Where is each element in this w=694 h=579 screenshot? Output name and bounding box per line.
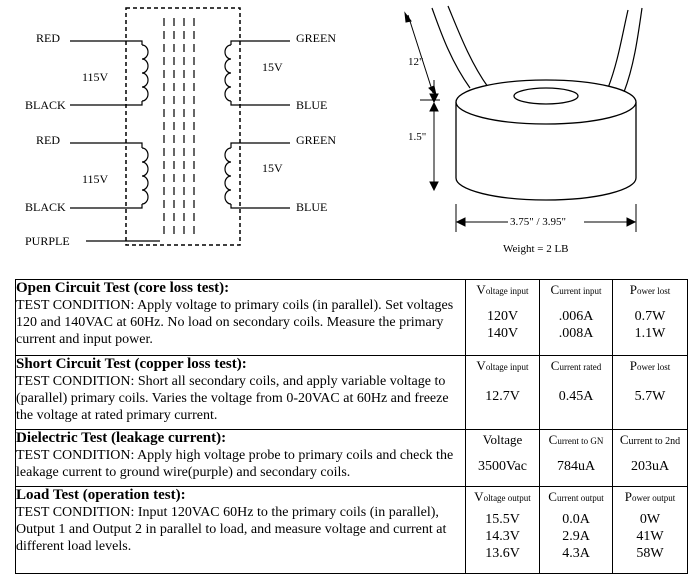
column-header: Voltage input bbox=[476, 282, 529, 297]
lead-wires bbox=[432, 6, 642, 92]
label-black-1: BLACK bbox=[25, 98, 66, 112]
label-blue-1: BLUE bbox=[296, 98, 328, 112]
toroid-body bbox=[456, 80, 636, 200]
test-description bbox=[16, 356, 466, 430]
col-voltage bbox=[466, 356, 540, 430]
label-green-1: GREEN bbox=[296, 31, 336, 45]
value-cell: .008A bbox=[558, 326, 594, 341]
value-cell: 0.7W bbox=[634, 309, 666, 324]
label-black-2: BLACK bbox=[25, 200, 66, 214]
value-cell: 13.6V bbox=[485, 546, 520, 561]
test-row-open-circuit bbox=[16, 280, 688, 356]
column-header: Voltage input bbox=[476, 358, 529, 373]
value-cell: .006A bbox=[558, 309, 594, 324]
col-current bbox=[540, 356, 613, 430]
test-condition: TEST CONDITION: Apply high voltage probe to primary coils and check the leakage current to ground wire(purple) and secondary coils. bbox=[16, 448, 454, 480]
value-cell: 1.1W bbox=[634, 326, 666, 341]
test-title: Open Circuit Test (core loss test): bbox=[16, 280, 230, 296]
test-description bbox=[16, 487, 466, 574]
col-current-2nd bbox=[613, 430, 688, 487]
value-cell: 3500Vac bbox=[478, 459, 527, 474]
core-enclosure bbox=[126, 8, 240, 245]
value-cell: 120V bbox=[486, 309, 519, 324]
test-title: Short Circuit Test (copper loss test): bbox=[16, 356, 247, 372]
test-condition: TEST CONDITION: Apply voltage to primary coils (in parallel). Set voltages 120 and 140VAC at 60Hz. No load on secondary coils. Measure the primary current and input power. bbox=[16, 298, 454, 347]
test-results-table bbox=[15, 279, 688, 574]
col-voltage bbox=[466, 280, 540, 356]
label-15v-1: 15V bbox=[262, 60, 283, 74]
value-cell: 0.45A bbox=[558, 389, 594, 404]
height-label: 1.5" bbox=[408, 131, 427, 143]
label-blue-2: BLUE bbox=[296, 200, 328, 214]
test-row-load bbox=[16, 487, 688, 574]
lead-length-label: 12" bbox=[408, 56, 424, 68]
value-cell: 203uA bbox=[630, 459, 670, 474]
label-15v-2: 15V bbox=[262, 161, 283, 175]
value-cell: 14.3V bbox=[485, 529, 520, 544]
col-power bbox=[613, 280, 688, 356]
value-cell: 0W bbox=[639, 512, 661, 527]
col-current bbox=[540, 487, 613, 574]
core-lines bbox=[164, 18, 194, 236]
value-cell: 0.0A bbox=[562, 512, 590, 527]
value-cell: 784uA bbox=[556, 459, 596, 474]
label-red-1: RED bbox=[36, 31, 60, 45]
col-current bbox=[540, 430, 613, 487]
test-title: Dielectric Test (leakage current): bbox=[16, 430, 227, 446]
test-row-short-circuit bbox=[16, 356, 688, 430]
test-description bbox=[16, 280, 466, 356]
col-power bbox=[613, 356, 688, 430]
label-115v-2: 115V bbox=[82, 172, 109, 186]
test-condition: TEST CONDITION: Short all secondary coils, and apply variable voltage to (parallel) primary coils. Varies the voltage from 0-20VAC at 60Hz and freeze the voltage at rated primary current. bbox=[16, 374, 449, 423]
test-row-dielectric bbox=[16, 430, 688, 487]
column-header: Current to GN bbox=[548, 432, 604, 447]
column-header: Current output bbox=[548, 489, 604, 504]
column-header: Power lost bbox=[629, 358, 671, 373]
value-cell: 58W bbox=[636, 546, 664, 561]
diameter-label: 3.75" / 3.95" bbox=[510, 216, 567, 228]
column-header: Current rated bbox=[550, 358, 602, 373]
value-cell: 2.9A bbox=[562, 529, 590, 544]
value-cell: 41W bbox=[636, 529, 664, 544]
value-cell: 12.7V bbox=[485, 389, 520, 404]
column-header: Voltage output bbox=[474, 489, 531, 504]
test-description bbox=[16, 430, 466, 487]
weight-label: Weight = 2 LB bbox=[503, 243, 569, 255]
col-voltage bbox=[466, 487, 540, 574]
label-115v-1: 115V bbox=[82, 70, 109, 84]
column-header: Power output bbox=[624, 489, 676, 504]
test-title: Load Test (operation test): bbox=[16, 487, 186, 503]
value-cell: 140V bbox=[486, 326, 519, 341]
label-red-2: RED bbox=[36, 133, 60, 147]
column-header: Power lost bbox=[629, 282, 671, 297]
test-condition: TEST CONDITION: Input 120VAC 60Hz to the primary coils (in parallel), Output 1 and Output 2 in parallel to load, and measure voltage and current at different load levels. bbox=[16, 505, 447, 554]
col-current bbox=[540, 280, 613, 356]
col-voltage bbox=[466, 430, 540, 487]
column-header: Current to 2nd bbox=[619, 432, 681, 447]
label-green-2: GREEN bbox=[296, 133, 336, 147]
column-header: Current input bbox=[550, 282, 602, 297]
value-cell: 15.5V bbox=[485, 512, 520, 527]
column-header: Voltage bbox=[482, 432, 523, 447]
value-cell: 5.7W bbox=[634, 389, 666, 404]
col-power bbox=[613, 487, 688, 574]
label-purple: PURPLE bbox=[25, 234, 70, 248]
value-cell: 4.3A bbox=[562, 546, 590, 561]
